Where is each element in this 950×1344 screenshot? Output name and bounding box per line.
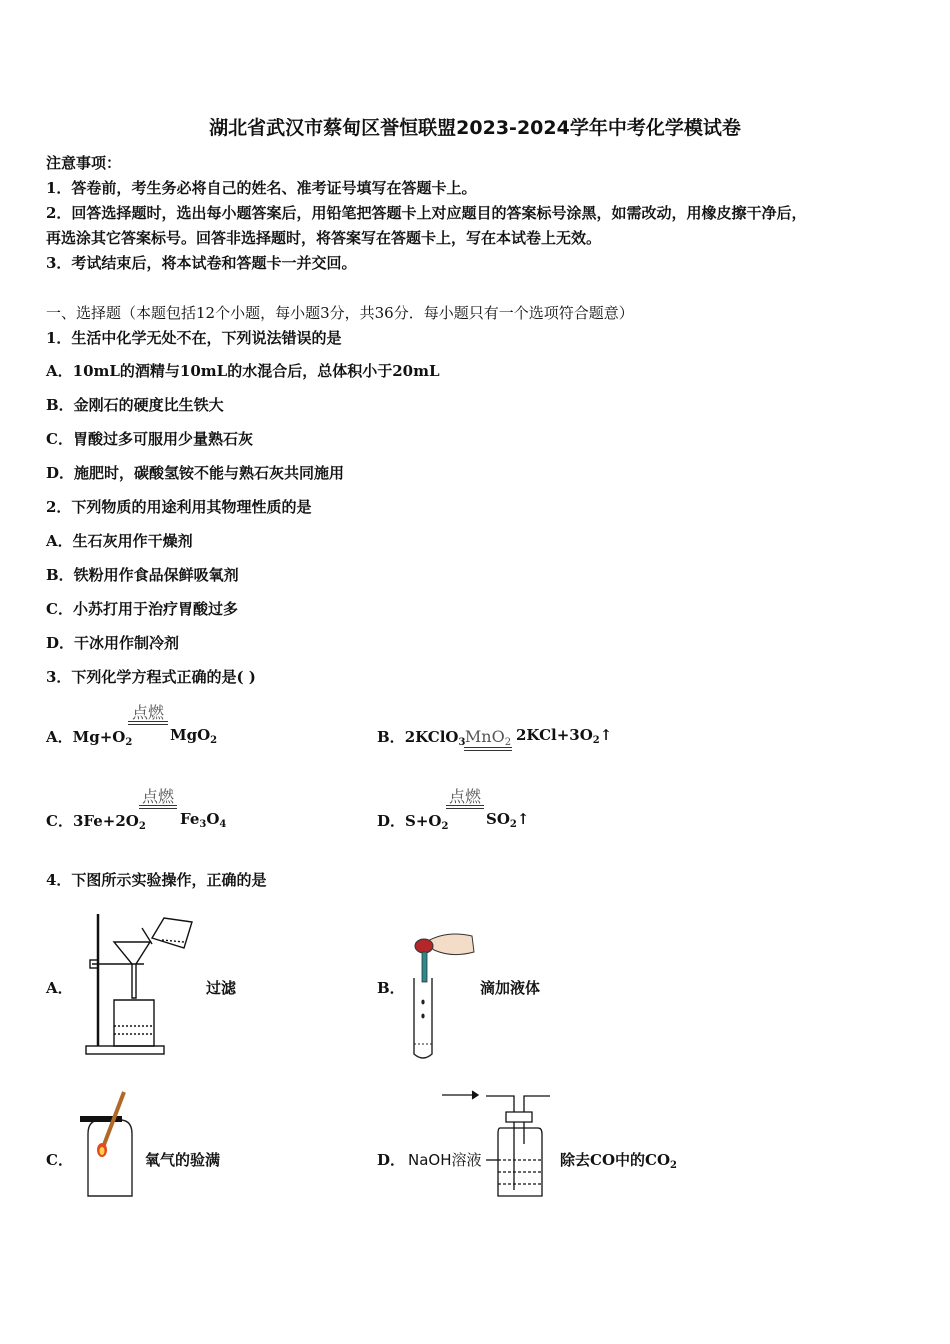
notice-item: 3．考试结束后，将本试卷和答题卡一并交回。 xyxy=(46,254,357,272)
equation-c: C．$3Fe+2O_2$ xyxy=(46,812,146,832)
option-c: C．胃酸过多可服用少量熟石灰 xyxy=(46,430,253,448)
option-c-letter: C． xyxy=(46,1151,73,1169)
condition-label: 点燃 xyxy=(141,787,174,806)
condition-label: 点燃 xyxy=(131,703,164,722)
question-stem: 4．下图所示实验操作，正确的是 xyxy=(46,871,267,889)
section-heading: 一、选择题（本题包括12个小题，每小题3分，共36分．每小题只有一个选项符合题意） xyxy=(46,304,634,322)
equation-c-product: $Fe_3O_4$ xyxy=(180,810,227,830)
equation-b-product: $2KCl+3O_2↑$ xyxy=(516,726,613,746)
equals-bar xyxy=(464,750,512,751)
condition-label: MnO$_2$ xyxy=(464,727,512,748)
equation-d: D．$S+O_2$ xyxy=(377,812,449,832)
question-stem: 1．生活中化学无处不在，下列说法错误的是 xyxy=(46,329,342,347)
option-b: B．铁粉用作食品保鲜吸氧剂 xyxy=(46,566,239,584)
option-b-letter: B． xyxy=(377,979,405,997)
option-d-letter: D． xyxy=(377,1151,406,1169)
option-a-letter: A． xyxy=(46,979,73,997)
equals-bar xyxy=(446,805,484,806)
condition-label: 点燃 xyxy=(448,787,481,806)
caption-remove-co2: 除去CO中的$CO_2$ xyxy=(560,1151,677,1171)
equals-bar xyxy=(139,805,177,806)
equation-a: A．$Mg+O_2$ xyxy=(46,728,133,748)
gas-washing-bottle-icon xyxy=(440,1088,555,1203)
notice-item: 再选涂其它答案标号。回答非选择题时，将答案写在答题卡上，写在本试卷上无效。 xyxy=(46,229,602,247)
caption-filtration: 过滤 xyxy=(206,979,237,997)
equals-bar xyxy=(128,724,168,725)
equals-bar xyxy=(464,747,512,748)
caption-dropping: 滴加液体 xyxy=(480,979,541,997)
equation-b: B．2KClO$_3$ xyxy=(377,728,466,748)
caption-oxygen-test: 氧气的验满 xyxy=(145,1151,221,1169)
option-a: A．10mL的酒精与10mL的水混合后，总体积小于20mL xyxy=(46,362,440,380)
equals-bar xyxy=(446,808,484,809)
page-title: 湖北省武汉市蔡甸区誉恒联盟2023-2024学年中考化学模试卷 xyxy=(209,117,741,139)
option-d: D．施肥时，碳酸氢铵不能与熟石灰共同施用 xyxy=(46,464,345,482)
question-stem: 3．下列化学方程式正确的是( ) xyxy=(46,668,256,686)
question-stem: 2．下列物质的用途利用其物理性质的是 xyxy=(46,498,312,516)
equals-bar xyxy=(139,808,177,809)
equation-d-product: $SO_2↑$ xyxy=(486,810,530,830)
label-naoh-solution: NaOH溶液 xyxy=(408,1151,482,1169)
notice-heading: 注意事项： xyxy=(46,154,122,172)
notice-item: 2．回答选择题时，选出每小题答案后，用铅笔把答题卡上对应题目的答案标号涂黑，如需改动，用橡皮擦干净后， xyxy=(46,204,807,222)
option-c: C．小苏打用于治疗胃酸过多 xyxy=(46,600,238,618)
splint-bottle-icon xyxy=(80,1090,140,1200)
dropper-tube-icon xyxy=(406,928,478,1063)
equals-bar xyxy=(128,721,168,722)
equation-a-product: MgO$_2$ xyxy=(170,726,218,746)
option-b: B．金刚石的硬度比生铁大 xyxy=(46,396,224,414)
option-a: A．生石灰用作干燥剂 xyxy=(46,532,193,550)
option-d: D．干冰用作制冷剂 xyxy=(46,634,180,652)
filtration-apparatus-icon xyxy=(84,908,204,1060)
notice-item: 1．答卷前，考生务必将自己的姓名、准考证号填写在答题卡上。 xyxy=(46,179,477,197)
